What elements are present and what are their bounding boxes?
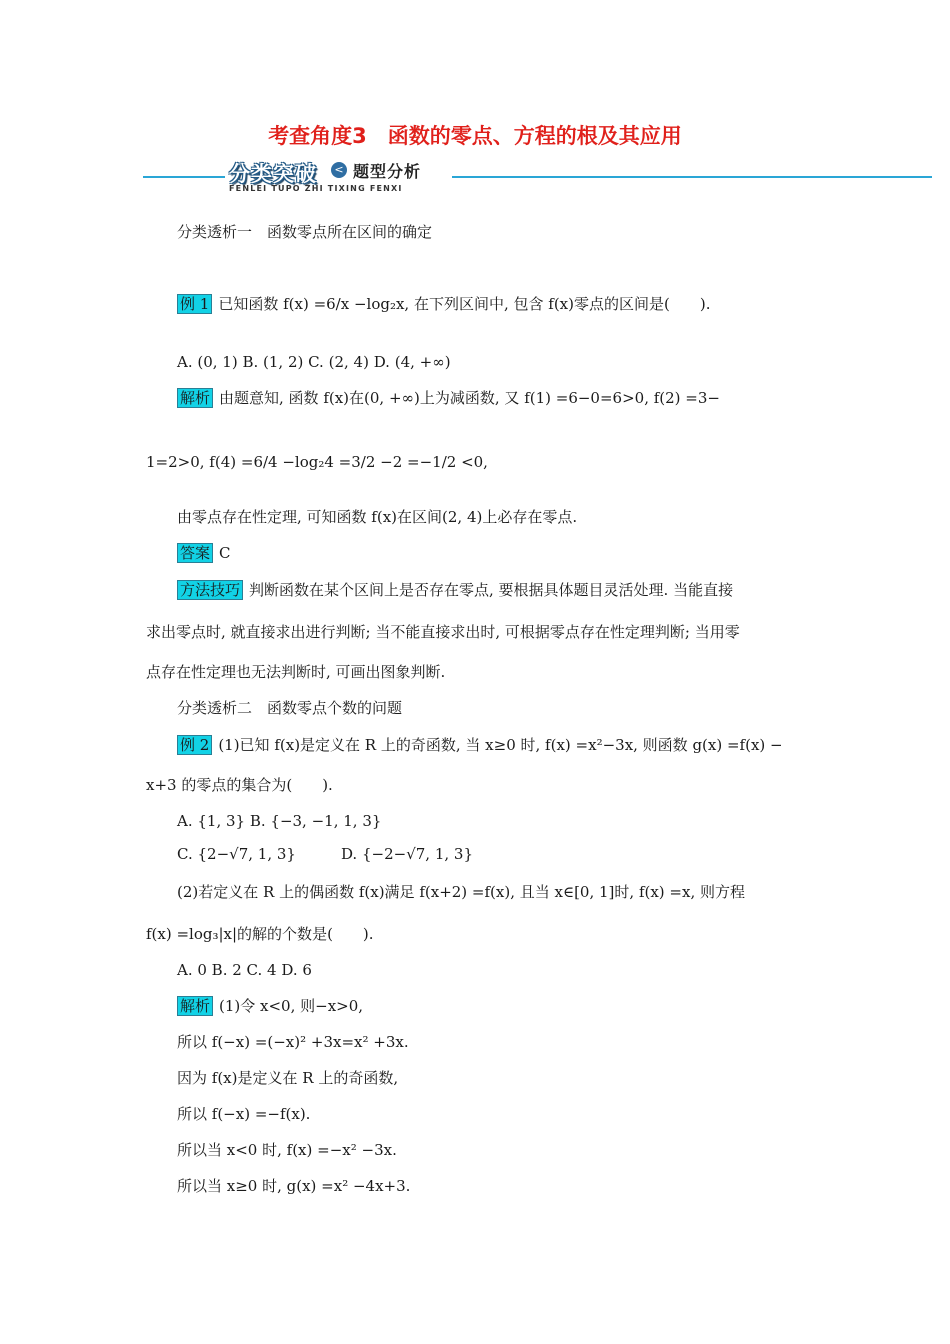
banner-sub-text: 题型分析 <box>353 162 422 181</box>
line-text: C <box>219 544 231 562</box>
example-tag: 例 2 <box>177 735 212 755</box>
example-1-answer <box>177 543 231 563</box>
line-text: 已知函数 f(x) =6/x −log₂x, 在下列区间中, 包含 f(x)零点的区间是( ). <box>218 295 711 313</box>
example-2-solution-5 <box>177 1140 397 1160</box>
example-2-q2-line1 <box>177 882 745 902</box>
section-2-heading <box>177 698 402 718</box>
example-1-question <box>177 294 710 314</box>
banner-pinyin: FENLEI TUPO ZHI TIXING FENXI <box>229 184 403 193</box>
banner-line-left <box>143 176 225 178</box>
answer-tag: 答案 <box>177 543 213 563</box>
method-tip-1 <box>177 580 733 600</box>
example-2-q2-line2 <box>146 924 374 944</box>
example-2-solution-1 <box>177 996 363 1016</box>
line-text: (1)令 x<0, 则−x>0, <box>219 997 364 1015</box>
example-2-solution-3 <box>177 1068 398 1088</box>
line-text: 所以当 x≥0 时, g(x) =x² −4x+3. <box>177 1177 411 1195</box>
example-1-solution-3 <box>177 507 577 527</box>
page-title: 考查角度3 函数的零点、方程的根及其应用 <box>268 124 682 148</box>
example-1-options <box>177 352 451 372</box>
line-text: x+3 的零点的集合为( ). <box>146 776 333 794</box>
example-2-q1-options-ab <box>177 811 381 831</box>
example-2-q1-options-cd <box>177 844 473 864</box>
line-text: 分类透析二 函数零点个数的问题 <box>177 699 403 717</box>
line-text: 判断函数在某个区间上是否存在零点, 要根据具体题目灵活处理. 当能直接 <box>249 581 734 599</box>
line-text: A. 0 B. 2 C. 4 D. 6 <box>177 961 312 979</box>
section-banner <box>225 158 450 198</box>
section-1-heading <box>177 222 432 242</box>
solution-tag: 解析 <box>177 996 213 1016</box>
line-text: 所以 f(−x) =(−x)² +3x=x² +3x. <box>177 1033 409 1051</box>
banner-line-right <box>452 176 932 178</box>
line-text: f(x) =log₃|x|的解的个数是( ). <box>146 925 374 943</box>
example-2-solution-4 <box>177 1104 310 1124</box>
line-text: 由零点存在性定理, 可知函数 f(x)在区间(2, 4)上必存在零点. <box>177 508 578 526</box>
line-text: (1)已知 f(x)是定义在 R 上的奇函数, 当 x≥0 时, f(x) =x²−3x, 则函数 g(x) =f(x) − <box>218 736 783 754</box>
line-text: A. (0, 1) B. (1, 2) C. (2, 4) D. (4, +∞) <box>177 353 451 371</box>
example-2-q2-options <box>177 960 312 980</box>
line-text: 分类透析一 函数零点所在区间的确定 <box>177 223 433 241</box>
line-text: C. {2−√7, 1, 3} D. {−2−√7, 1, 3} <box>177 845 473 863</box>
line-text: A. {1, 3} B. {−3, −1, 1, 3} <box>177 812 382 830</box>
line-text: 因为 f(x)是定义在 R 上的奇函数, <box>177 1069 399 1087</box>
line-text: 点存在性定理也无法判断时, 可画出图象判断. <box>146 663 446 681</box>
solution-tag: 解析 <box>177 388 213 408</box>
line-text: (2)若定义在 R 上的偶函数 f(x)满足 f(x+2) =f(x), 且当 x∈[0, 1]时, f(x) =x, 则方程 <box>177 883 745 901</box>
method-tip-2 <box>146 622 740 642</box>
example-2-q1-line1 <box>177 735 783 755</box>
method-tip-3 <box>146 662 445 682</box>
example-2-solution-2 <box>177 1032 409 1052</box>
method-tag: 方法技巧 <box>177 580 243 600</box>
line-text: 所以 f(−x) =−f(x). <box>177 1105 311 1123</box>
line-text: 1=2>0, f(4) =6/4 −log₂4 =3/2 −2 =−1/2 <0, <box>146 453 488 471</box>
example-1-solution-1 <box>177 388 720 408</box>
line-text: 求出零点时, 就直接求出进行判断; 当不能直接求出时, 可根据零点存在性定理判断; 当用零 <box>146 623 740 641</box>
example-1-solution-2 <box>146 452 488 472</box>
banner-main-text: 分类突破 <box>229 162 317 186</box>
example-2-q1-line2 <box>146 775 333 795</box>
banner-arrow-icon: < <box>331 162 347 178</box>
example-tag: 例 1 <box>177 294 212 314</box>
example-2-solution-6 <box>177 1176 410 1196</box>
line-text: 所以当 x<0 时, f(x) =−x² −3x. <box>177 1141 397 1159</box>
line-text: 由题意知, 函数 f(x)在(0, +∞)上为减函数, 又 f(1) =6−0=6>0, f(2) =3− <box>219 389 720 407</box>
